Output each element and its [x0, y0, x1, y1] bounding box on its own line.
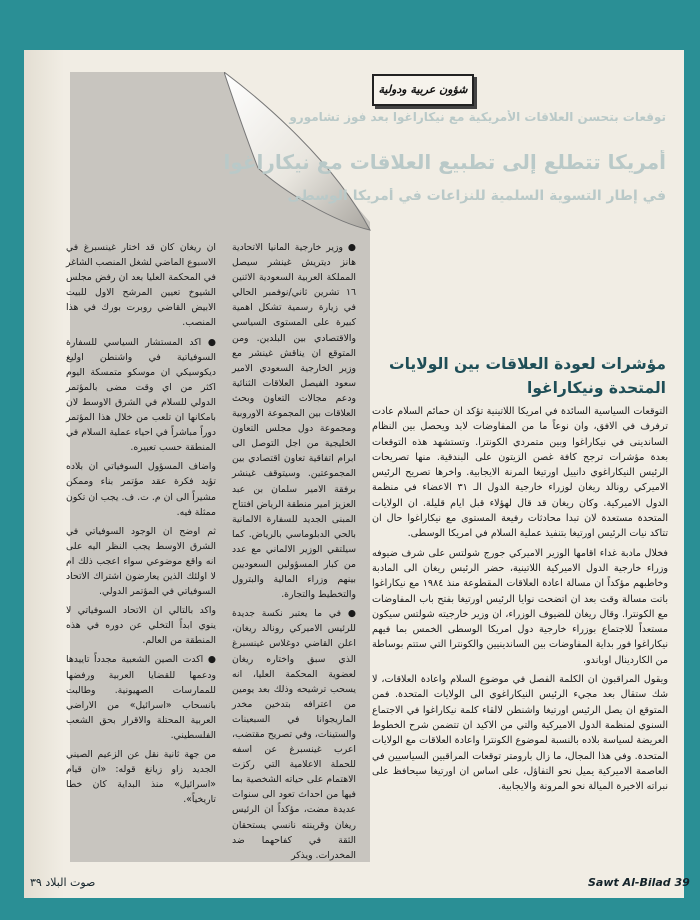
faded-headline-1: توقعات بتحسن العلاقات الأمريكية مع نيكاراغوا بعد فوز تشامورو [289, 110, 666, 124]
faded-headline-2: أمريكا تتطلع إلى تطبيع العلاقات مع نيكاراغوا [223, 150, 666, 174]
article-body [372, 404, 668, 798]
news-paragraph: ثم اوضح ان الوجود السوفياتي في الشرق الاوسط يجب النظر اليه على انه واقع موضوعي سواء اعجب ذلك ام لا اولئك الذين يعارضون اشتراك الاتحاد السوفياتي في المؤتمر الدولي. [66, 525, 216, 598]
news-paragraph: ان ريغان كان قد اختار غينسبرغ في الاسبوع الماضي لشغل المنصب الشاغر في المحكمة العليا بعد ان رفض مجلس الشيوخ تعيين المرشح الاول للبيت الابيض القاضي روبرت بورك في هذا المنصب. [66, 242, 216, 329]
magazine-name-arabic: صوت البلاد [45, 876, 96, 889]
section-tag: شؤون عربية ودولية [372, 74, 474, 106]
page-fold-shadow [24, 50, 64, 898]
faded-headline-3: في إطار التسوية السلمية للنزاعات في أمريكا الوسطى [287, 188, 666, 204]
news-paragraph: واضاف المسؤول السوفياتي ان بلاده تؤيد فكرة عقد مؤتمر بناء وممكن مشيراً الى ان م. ت. ف. يجب ان تكون ممثلة فيه. [66, 461, 216, 518]
article-paragraph: فخلال مادبة غداء اقامها الوزير الاميركي جورج شولتس على شرف ضيوفه وزراء خارجية الدول الاميركية اللاتينية، حضر الرئيس ريغان الى المادبة وخاطبهم مؤكداً ان مسالة اعادة العلاقات المقطوعة منذ ١٩٨٤ مع نيكاراغوا باتت مسالة وقت بعد ان اتضحت نوايا الرئيس اورتيغا بفتح باب المفاوضات مع الكونترا. وقال ريغان للضيوف الوزراء، ان وزير خارجيته شولتس سيكون مستعداً للاجتماع بوزراء خارجية دول امريكا الوسطى الخمس بما فيهم نيكاراغوا فور بداية المفاوضات بين الساندينيين والكونترا التي ستتم بوساطة من الكاردينال اوباندو. [372, 547, 668, 666]
article-title: مؤشرات لعودة العلاقات بين الولايات المتحدة ونيكاراغوا [389, 355, 666, 397]
news-paragraph: ● وزير خارجية المانيا الاتحادية هانز ديتريش غينشر سيصل المملكة العربية السعودية الاثنين ١٦ تشرين ثاني/نوفمبر الحالي في زيارة رسمية تشكل اهمية كبيرة على المستوى السياسي والاقتصادي بين البلدين. ومن المتوقع ان يناقش غينشر مع وزير الخارجية السعودي الامير سعود الفيصل العلاقات الثنائية ودعم مجالات التعاون وبحث العلاقات بين المجموعة الاوروبية ومجموعة دول مجلس التعاون الخليجية من اجل التوصل الى ابرام اتفاقية تعاون اقتصادي بين المجموعتين. وسيتوقف غينشر برفقة الامير سلمان بن عبد العزيز امير منطقة الرياض افتتاح المبنى الجديد للسفارة الالمانية بالحي الدبلوماسي بالرياض. كما سيلتقي الوزير الالماني مع عدد من كبار المسؤولين السعوديين بينهم وزراء المالية والبترول والتخطيط والتجارة. [232, 242, 356, 601]
page-number-arabic: ٣٩ [30, 876, 42, 889]
footer-latin [588, 876, 690, 889]
magazine-name-latin: Sawt Al-Bilad [588, 876, 671, 889]
news-column-left [66, 240, 216, 811]
article-paragraph: ويقول المراقبون ان الكلمة الفصل في موضوع السلام واعادة العلاقات، لا شك ستقال بعد مجيء الرئيس النيكاراغوي الى الولايات المتحدة. فمن المتوقع ان يصل الرئيس اورتيغا واشنطن لالقاء كلمة نيكاراغوا في الاجتماع السنوي لمنظمة الدول الاميركية والتي من الاكيد ان تتضمن شرح الخطوط العريضة لسياسة بلاده بالنسبة لموضوع الكونترا واعادة العلاقات مع الولايات المتحدة. وفي هذا المجال، ما زال بارومتر توقعات المراقبين السياسيين في العاصمة الاميركية يميل نحو التفاؤل، على اساس ان اورتيغا سيحافظ على نبراته الاخيرة الميالة نحو المرونة والايجابية. [372, 674, 668, 793]
footer-arabic [30, 876, 95, 889]
news-column-middle [232, 240, 356, 867]
news-paragraph: ● اكد المستشار السياسي للسفارة السوفياتية في واشنطن اوليغ ديكوسيكي ان موسكو متمسكة اليوم اكثر من اي وقت مضى بالمؤتمر الدولي للسلام في الشرق الاوسط لان بامكانها ان تلعب من خلال هذا المؤتمر دوراً مباشراً في احياء عملية السلام في المنطقة حسب تعبيره. [66, 336, 216, 454]
page-number-latin: 39 [674, 876, 690, 889]
news-paragraph: ● اكدت الصين الشعبية مجدداً تاييدها ودعمها للقضايا العربية ورفضها للممارسات الصهيونية. وطالبت بانسحاب «اسرائيل» من الاراضي العربية المحتلة والاقرار بحق الشعب الفلسطيني. [66, 654, 216, 741]
news-paragraph: ● في ما يعتبر نكسة جديدة للرئيس الاميركي رونالد ريغان، اعلن القاضي دوغلاس غينسبرغ الذي سبق واختاره ريغان لعضوية المحكمة العليا، انه يسحب ترشيحه وذلك بعد يومين من اعترافه بتدخين مخدر الماريجوانا في السبعينات والستينات، وفي تصريح مقتضب، اعرب غينسبرغ عن اسفه للحملة الاعلامية التي ركزت الاهتمام على حياته الشخصية بما فيها من احداث تعود الى سنوات عديدة مضت، مؤكداً ان الرئيس ريغان وقرينته نانسي يستحقان الثقة في كفاحهما ضد المخدرات. ويذكر [232, 608, 356, 861]
news-paragraph: واكد بالتالي ان الاتحاد السوفياتي لا ينوي ابداً التخلي عن دوره في هذه المنطقة من العالم. [66, 605, 216, 647]
news-paragraph: من جهة ثانية نقل عن الزعيم الصيني الجديد زاو زيانغ قوله: «ان قيام «اسرائيل» منذ البداية كان خطا تاريخياً». [66, 749, 216, 806]
article-paragraph: التوقعات السياسية السائدة في امريكا اللاتينية تؤكد ان حمائم السلام عادت ترفرف في الافق، وان نوعاً ما من المفاوضات لابد ويحصل بين النظام الساندينى في نيكاراغوا وبين متمردي الكونترا. وتستشهد هذه التوقعات بعدة مؤشرات ترجح كافة غصن الزيتون على البندقية. منها تصريحات الرئيس النيكاراغوي دانييل اورتيغا المرنة الايجابية. واخرها تصريح الرئيس الاميركي رونالد ريغان لوزراء خارجية الدول الـ ٣١ الاعضاء في منظمة الدول الاميركية. وكان ريغان قد قال لهؤلاء قبل ايام قليلة. ان الولايات المتحدة مستعدة لان تبدا محادثات رفيعة المستوى مع نيكاراغوا حال ان تتاكد نيات الرئيس اورتيغا بتنفيذ عملية السلام في امريكا الوسطى. [372, 406, 668, 540]
